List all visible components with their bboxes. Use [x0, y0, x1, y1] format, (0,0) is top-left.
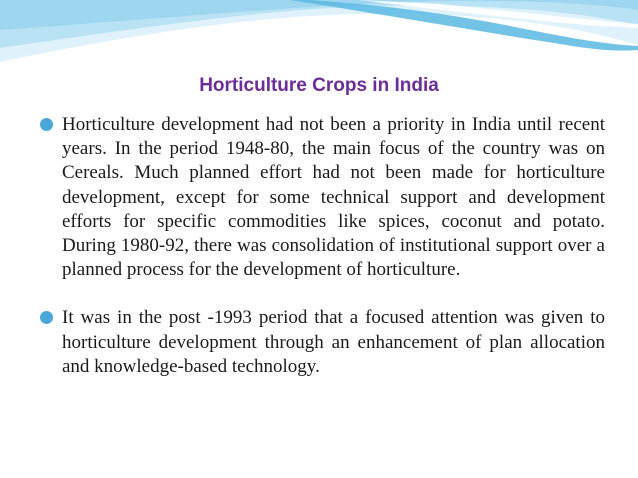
bullet-dot-icon [40, 311, 53, 324]
bullet-list [40, 113, 605, 379]
bullet-dot-icon [40, 118, 53, 131]
bullet-text: It was in the post -1993 period that a focused attention was given to horticulture development through an enhancement of plan allocation and knowledge-based technology. [62, 307, 605, 377]
slide-title: Horticulture Crops in India [199, 75, 439, 96]
bullet-item [40, 113, 605, 282]
bullet-item [40, 306, 605, 379]
bullet-text: Horticulture development had not been a priority in India until recent years. In the period 1948-80, the main focus of the country was on Cereals. Much planned effort had not been made for horticulture development, except for some technical support and development efforts for specific commodities like spices, coconut and potato. During 1980-92, there was consolidation of institutional support over a planned process for the development of horticulture. [62, 114, 605, 281]
header-wave-decoration [0, 0, 638, 80]
